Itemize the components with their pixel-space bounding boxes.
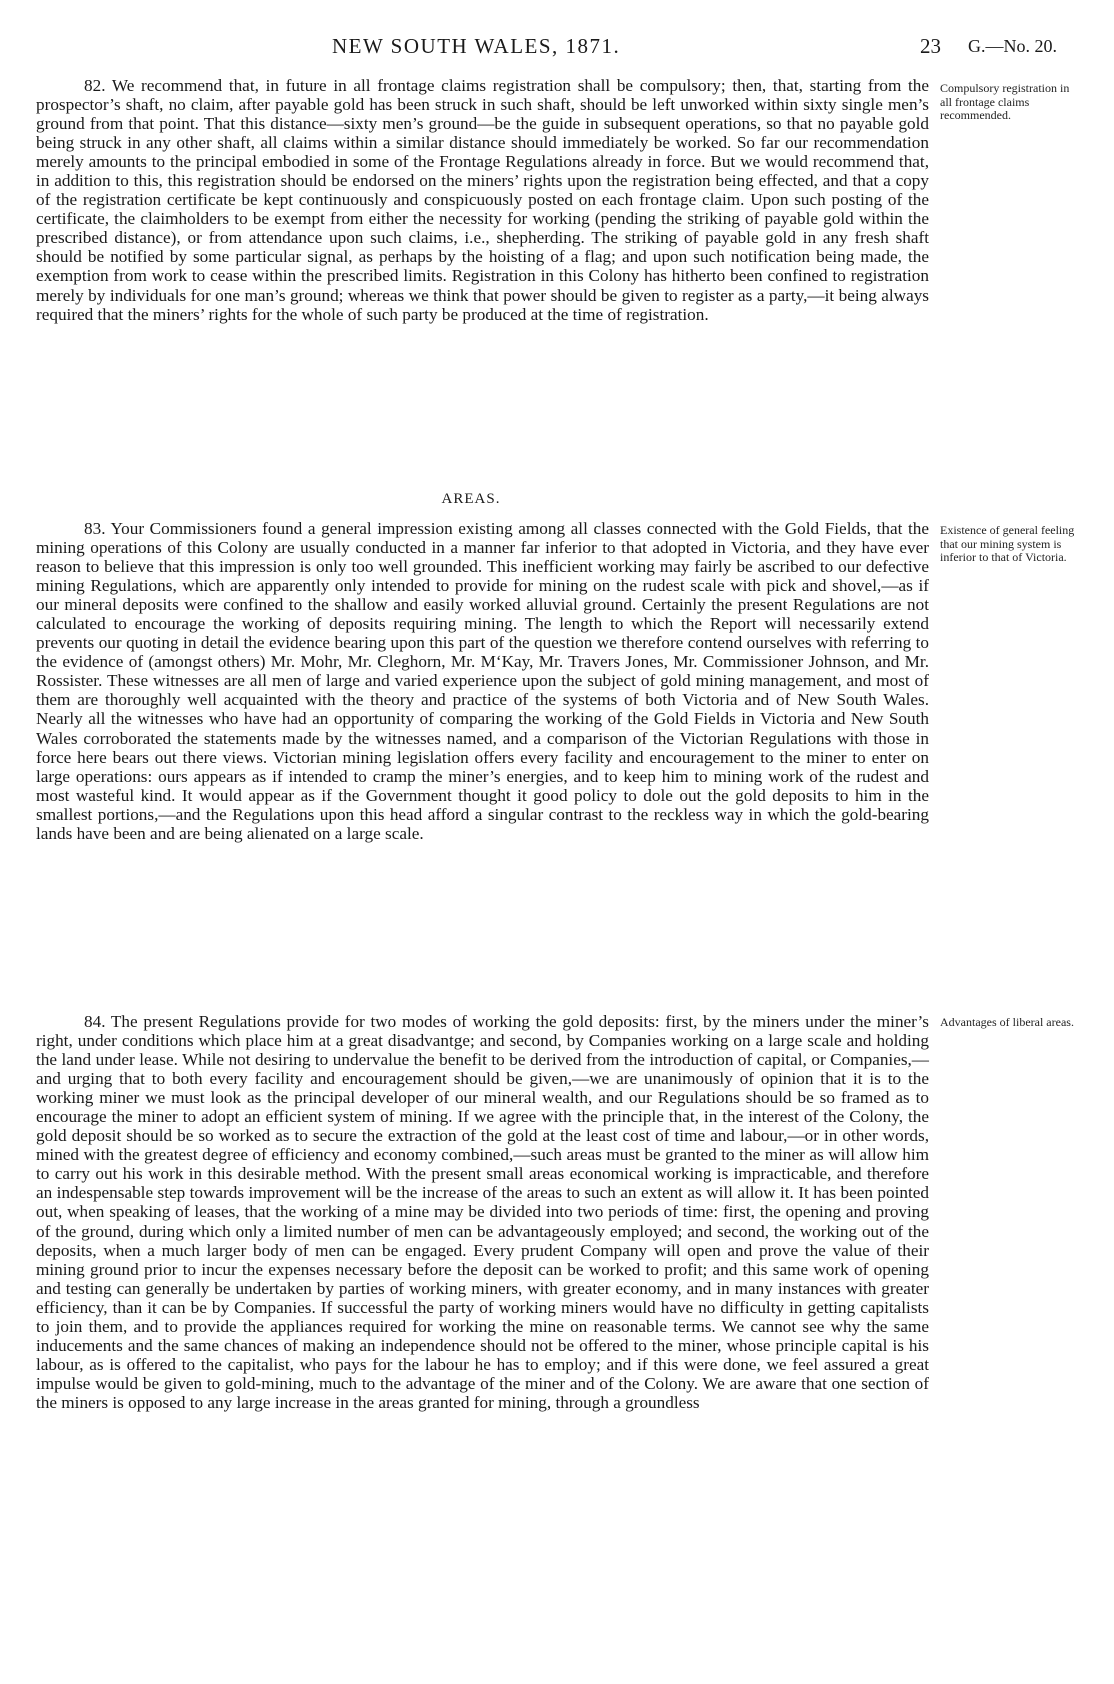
paper-number: G.—No. 20. xyxy=(968,36,1057,56)
sidenote-compulsory-registration: Compulsory registration in all frontage claims recommended. xyxy=(940,81,1070,122)
paragraph-83-block xyxy=(36,519,929,843)
paragraph-84: 84. The present Regulations provide for two modes of working the gold deposits: first, by the miners under the miner’s right, under conditions which place him at a great disadvantge; and second, by Companies working on a large scale and holding the land under lease. While not desiring to undervalue the benefit to be derived from the introduction of capital, or Companies,—and urging that to both every facility and encouragement should be given,—we are unanimously of opinion that it is to the working miner we must look as the principal developer of our mineral wealth, and our Regulations should be so framed as to encourage the miner to adopt an efficient system of mining. If we agree with the principle that, in the interest of the Colony, the gold deposit should be so worked as to secure the extraction of the gold at the least cost of time and labour,—or in other words, mined with the greatest degree of efficiency and economy combined,—such areas must be granted to the miner as will allow him to carry out his work in this desirable method. With the present small areas economical working is impracticable, and therefore an indespensable step towards improvement will be the increase of the areas to such an extent as will allow it. It has been pointed out, when speaking of leases, that the working of a mine may be divided into two periods of time: first, the opening and proving of the ground, during which only a limited number of men can be advantageously employed; and second, the working out of the deposits, when a much larger body of men can be engaged. Every prudent Company will open and prove the value of their mining ground prior to incur the expenses necessary before the deposit can be worked to profit; and this same work of opening and testing can generally be undertaken by parties of working miners, with greater economy, and in many instances with greater efficiency, than it can be by Companies. If successful the party of working miners would have no difficulty in getting capitalists to join them, and to provide the appliances required for working the mine on reasonable terms. We cannot see why the same inducements and the same chances of making an independence should not be offered to the miner, whose principle capital is his labour, as is offered to the capitalist, who pays for the labour he has to employ; and if this were done, we feel assured a great impulse would be given to gold-mining, much to the advantage of the miner and of the Colony. We are aware that one section of the miners is opposed to any large increase in the areas granted for mining, through a groundless xyxy=(36,1012,929,1412)
page-number: 23 xyxy=(920,34,941,58)
sidenote-advantages-liberal-areas: Advantages of liberal areas. xyxy=(940,1015,1074,1029)
running-header xyxy=(0,34,1114,58)
paragraph-82: 82. We recommend that, in future in all frontage claims registration shall be compulsory; then, that, starting from the prospector’s shaft, no claim, after payable gold has been struck in such shaft, should be left unworked within sixty single men’s ground from that point. That this distance—sixty men’s ground—be the guide in subsequent operations, so that no payable gold being struck in any other shaft, all claims within a similar distance should immediately be worked. So far our recommendation merely amounts to the principal embodied in some of the Frontage Regulations already in force. But we would recommend that, in addition to this, this registration should be endorsed on the miners’ rights upon the registration being effected, and that a copy of the registration certificate be kept continuously and conspicuously posted on each frontage claim. Upon such posting of the certificate, the claimholders to be exempt from either the necessity for working (pending the striking of payable gold within the prescribed distance), or from attendance upon such claims, i.e., shepherding. The striking of payable gold in any fresh shaft should be notified by some particular signal, as perhaps by the hoisting of a flag; and upon such notification being made, the exemption from work to cease within the prescribed limits. Registration in this Colony has hitherto been confined to registration merely by individuals for one man’s ground; whereas we think that power should be given to register as a party,—it being always required that the miners’ rights for the whole of such party be produced at the time of registration. xyxy=(36,76,929,324)
header-title: NEW SOUTH WALES, 1871. xyxy=(332,34,621,58)
paragraph-83: 83. Your Commissioners found a general impression existing among all classes connected with the Gold Fields, that the mining operations of this Colony are usually conducted in a manner far inferior to that adopted in Victoria, and they have ever reason to believe that this impression is only too well grounded. This inefficient working may fairly be ascribed to our defective mining Regulations, which are apparently only intended to provide for mining on the rudest scale with pick and shovel,—as if our mineral deposits were confined to the shallow and easily worked alluvial ground. Certainly the present Regulations are not calculated to encourage the working of deposits requiring mining. The length to which the Report will necessarily extend prevents our quoting in detail the evidence bearing upon this part of the question we therefore contend ourselves with referring to the evidence of (amongst others) Mr. Mohr, Mr. Cleghorn, Mr. M‘Kay, Mr. Travers Jones, Mr. Commissioner Johnson, and Mr. Rossister. These witnesses are all men of large and varied experience upon the subject of gold mining management, and most of them are thoroughly well acquainted with the theory and practice of the systems of both Victoria and of New South Wales. Nearly all the witnesses who have had an opportunity of comparing the working of the Gold Fields in Victoria and New South Wales corroborated the statements made by the witnesses named, and a comparison of the Victorian Regulations with those in force here bears out there views. Victorian mining legislation offers every facility and encouragement to the miner to enter on large operations: ours appears as if intended to cramp the miner’s energies, and to keep him to mining work of the rudest and most wasteful kind. It would appear as if the Government thought it good policy to dole out the gold deposits to him in the smallest portions,—and the Regulations upon this head afford a singular contrast to the reckless way in which the gold-bearing lands have been and are being alienated on a large scale. xyxy=(36,519,929,843)
section-heading-areas: AREAS. xyxy=(441,491,501,507)
sidenote-existence-of-feeling: Existence of general feeling that our mining system is inferior to that of Victoria. xyxy=(940,523,1075,564)
paragraph-82-block xyxy=(36,76,929,324)
paragraph-84-block xyxy=(36,1012,929,1412)
